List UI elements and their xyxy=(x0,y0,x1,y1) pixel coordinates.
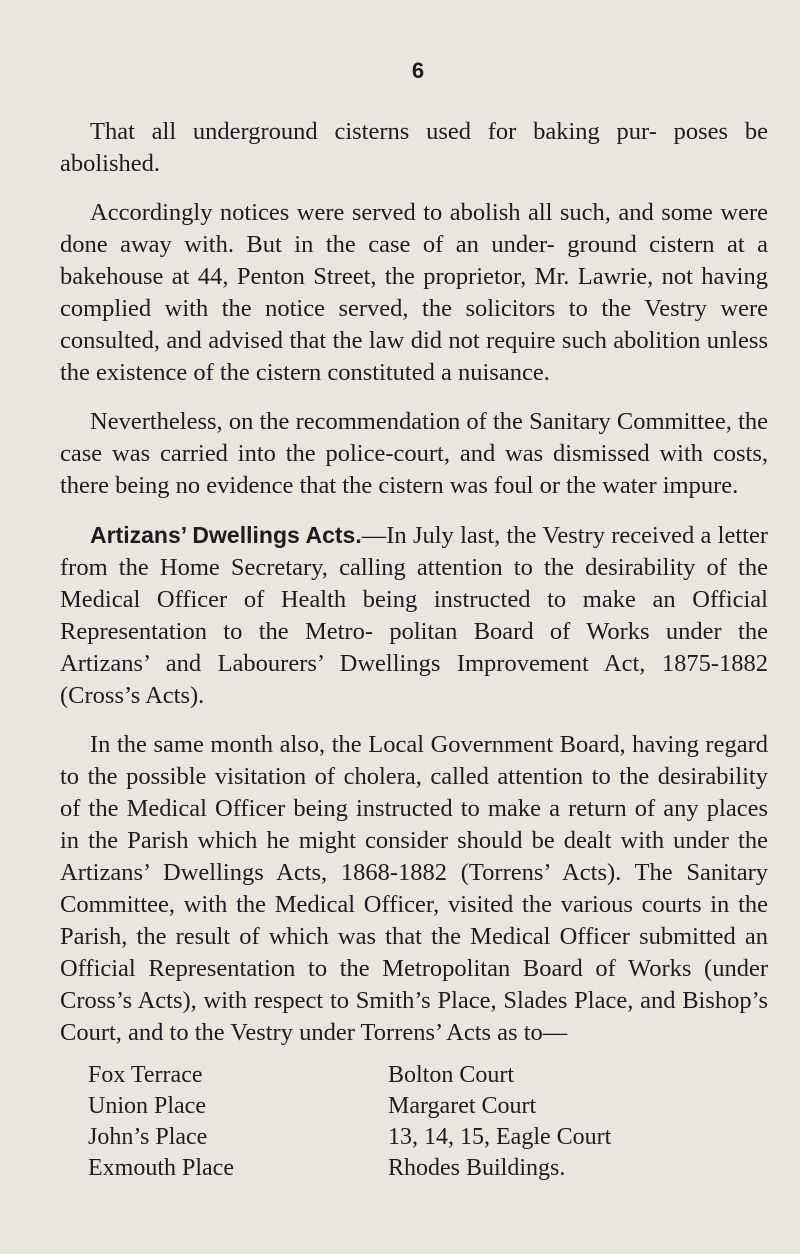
place-item: Margaret Court xyxy=(388,1093,537,1119)
page-number: 6 xyxy=(411,58,425,83)
paragraph-artizans-dwellings xyxy=(60,519,768,712)
places-column-left xyxy=(88,1060,388,1184)
paragraph-cisterns-resolution: That all underground cisterns used for baking pur- poses be abolished. xyxy=(60,118,768,177)
paragraph-police-court: Nevertheless, on the recommendation of the Sanitary Committee, the case was carried into the police-court, and was dismissed with costs, there being no evidence that the cistern was foul or the water impure. xyxy=(60,408,768,499)
section-heading-artizans-dwellings-acts: Artizans’ Dwellings Acts. xyxy=(90,522,362,548)
place-item: Fox Terrace xyxy=(88,1062,203,1088)
paragraph-notices-served: Accordingly notices were served to abolish all such, and some were done away with. But in the case of an under- ground cistern at a bakehouse at 44, Penton Street, the proprietor, Mr. Lawrie, not having complied with the notice served, the solicitors to the Vestry were consulted, and advised that the law did not require such abolition unless the existence of the cistern constituted a nuisance. xyxy=(60,199,768,386)
places-column-right xyxy=(388,1060,708,1184)
paragraph-artizans-body: —In July last, the Vestry received a letter from the Home Secretary, calling attention to the desirability of the Medical Officer of Health being instructed to make an Official Representation to the Metro- politan Board of Works under the Artizans’ and Labourers’ Dwellings Improvement Act, 1875-1882 (Cross’s Acts). xyxy=(60,522,769,709)
place-item: Bolton Court xyxy=(388,1062,515,1088)
place-item: Exmouth Place xyxy=(88,1155,234,1181)
place-item: John’s Place xyxy=(88,1124,208,1150)
place-item: 13, 14, 15, Eagle Court xyxy=(388,1124,612,1150)
paragraph-local-government-board: In the same month also, the Local Government Board, having regard to the possible visitation of cholera, called attention to the desirability of the Medical Officer being instructed to make a return of any places in the Parish which he might consider should be dealt with under the Artizans’ Dwellings Acts, 1868-1882 (Torrens’ Acts). The Sanitary Committee, with the Medical Officer, visited the various courts in the Parish, the result of which was that the Medical Officer submitted an Official Representation to the Metropolitan Board of Works (under Cross’s Acts), with respect to Smith’s Place, Slades Place, and Bishop’s Court, and to the Vestry under Torrens’ Acts as to— xyxy=(60,731,768,1046)
places-list xyxy=(60,1060,768,1184)
place-item: Rhodes Buildings. xyxy=(388,1155,566,1181)
place-item: Union Place xyxy=(88,1093,206,1119)
